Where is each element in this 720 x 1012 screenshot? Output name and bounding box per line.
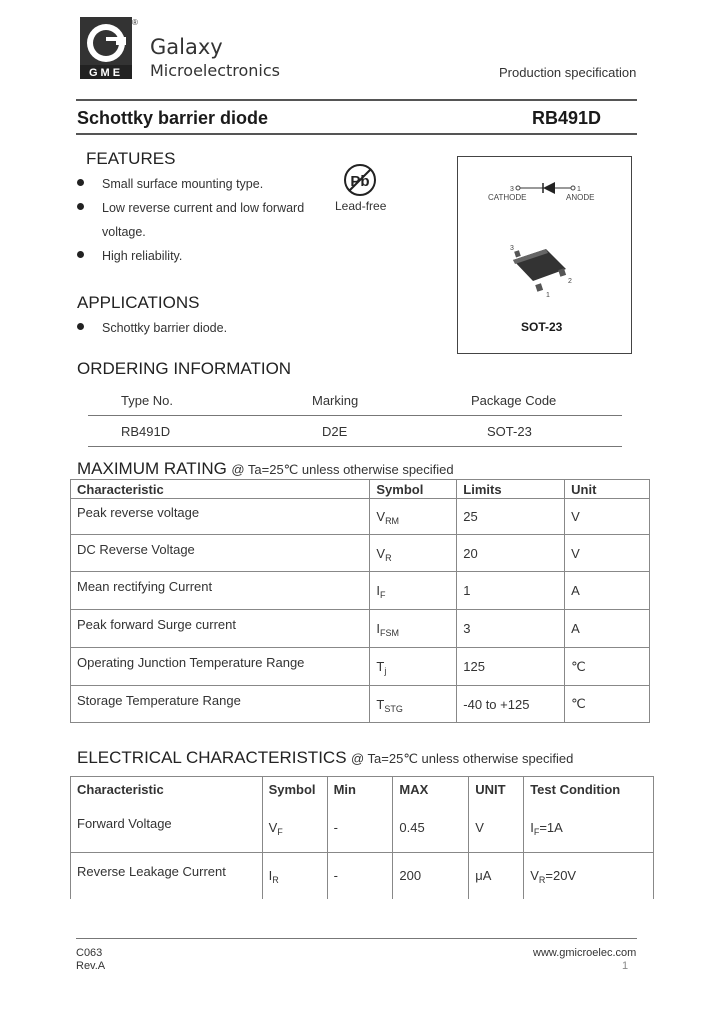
header-divider	[76, 99, 637, 101]
ordering-header-type: Type No.	[121, 393, 174, 408]
feature-item: High reliability.	[102, 249, 182, 263]
package-name: SOT-23	[521, 320, 563, 334]
header-cell: Characteristic	[71, 480, 370, 499]
header-cell: Symbol	[262, 777, 327, 803]
table-row: Storage Temperature Range $T_{STG}$ -40 to +125 ℃	[71, 686, 650, 723]
electrical-title	[77, 748, 573, 768]
diode-triangle-icon	[543, 182, 555, 194]
header-cell: Test Condition	[524, 777, 654, 803]
brand-subtitle: Microelectronics	[150, 61, 280, 80]
website: www.gmicroelec.com	[533, 947, 637, 959]
svg-text:GME: GME	[88, 67, 124, 79]
feature-item-continuation: voltage.	[102, 225, 146, 239]
pin-1-label: 1	[546, 292, 550, 299]
applications-heading: APPLICATIONS	[77, 293, 200, 312]
pin-2-label: 2	[568, 278, 572, 285]
table-row: Forward Voltage $V_F$ - 0.45 V $I_F=1A$	[71, 803, 654, 853]
max-rating-table	[70, 479, 650, 723]
ordering-marking-value: D2E	[322, 424, 348, 439]
header-cell: Symbol	[370, 480, 457, 499]
electrical-table	[70, 776, 654, 899]
header-cell: Unit	[565, 480, 650, 499]
anode-label: ANODE	[566, 193, 595, 202]
ordering-header-marking: Marking	[312, 393, 359, 408]
header-cell: MAX	[393, 777, 469, 803]
header-cell: Min	[327, 777, 393, 803]
table-row: Peak reverse voltage $V_{RM}$ 25 V	[71, 499, 650, 535]
electrical-condition: @ Ta=25℃ unless otherwise specified	[350, 751, 574, 766]
revision: Rev.A	[76, 960, 106, 972]
anode-pin-number: 1	[577, 186, 581, 193]
ordering-header-package: Package Code	[471, 393, 557, 408]
ordering-divider	[88, 415, 622, 416]
device-title: Schottky barrier diode	[77, 108, 269, 128]
bullet-icon	[77, 203, 84, 210]
ordering-divider	[88, 446, 622, 447]
features-heading: FEATURES	[86, 149, 176, 168]
bullet-icon	[77, 323, 84, 330]
table-header-row	[71, 480, 650, 499]
table-row: Peak forward Surge current $I_{FSM}$ 3 A	[71, 610, 650, 648]
feature-item: Low reverse current and low forward	[102, 201, 304, 215]
ordering-package-value: SOT-23	[487, 424, 532, 439]
cathode-label: CATHODE	[488, 193, 527, 202]
lead-free-icon	[343, 163, 377, 197]
cathode-pin-number: 3	[510, 186, 514, 193]
table-row: DC Reverse Voltage $V_R$ 20 V	[71, 535, 650, 572]
header-cell: UNIT	[469, 777, 524, 803]
document-code: C063	[76, 947, 103, 959]
production-spec-label: Production specification	[499, 65, 637, 80]
electrical-heading: ELECTRICAL CHARACTERISTICS	[77, 748, 347, 767]
header-cell: Limits	[457, 480, 565, 499]
table-row: Reverse Leakage Current $I_R$ - 200 μA $V_R=20V$	[71, 853, 654, 899]
max-rating-title	[77, 459, 454, 479]
bullet-icon	[77, 179, 84, 186]
table-row: Mean rectifying Current $I_F$ 1 A	[71, 572, 650, 610]
ordering-type-value: RB491D	[121, 424, 171, 439]
pin-3-label: 3	[510, 245, 514, 252]
part-number: RB491D	[532, 108, 602, 128]
table-row: Operating Junction Temperature Range $T_j$ 125 ℃	[71, 648, 650, 686]
lead-free-symbol: Pb	[350, 173, 370, 190]
table-header-row	[71, 777, 654, 803]
ordering-heading: ORDERING INFORMATION	[77, 359, 292, 378]
lead-free-label: Lead-free	[335, 199, 387, 213]
bullet-icon	[77, 251, 84, 258]
company-logo	[80, 17, 140, 81]
title-divider	[76, 133, 637, 135]
max-rating-heading: MAXIMUM RATING	[77, 459, 227, 478]
application-item: Schottky barrier diode.	[102, 321, 227, 335]
header-cell: Characteristic	[71, 777, 263, 803]
svg-text:®: ®	[132, 18, 138, 27]
max-rating-condition: @ Ta=25℃ unless otherwise specified	[231, 462, 454, 477]
page-number: 1	[622, 960, 629, 972]
footer-divider	[76, 938, 637, 939]
brand-name: Galaxy	[150, 35, 223, 59]
feature-item: Small surface mounting type.	[102, 177, 263, 191]
